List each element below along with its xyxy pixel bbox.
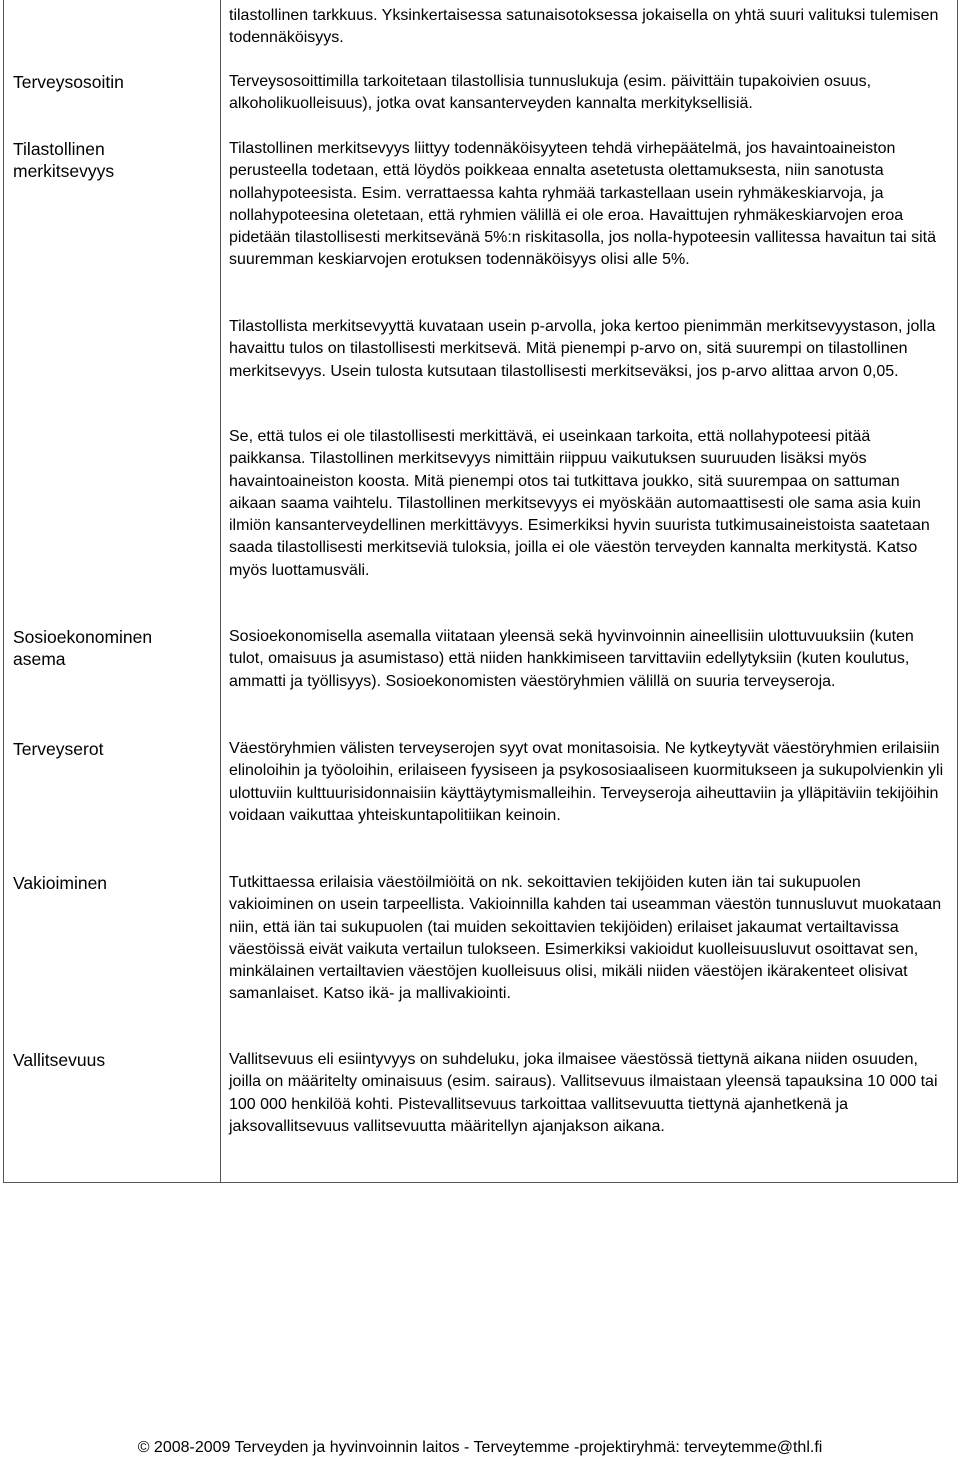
definition-tilastollinen-merkitsevyys-p3 xyxy=(229,426,944,582)
definition-sosioekonominen-asema: Sosioekonomisella asemalla viitataan yleensä sekä hyvinvoinnin aineellisiin ulottuvuuksiin (kuten tulot, omaisuus ja asumistaso) että niiden hankkimiseen tarvittaviin edellytyksiin (kuten koulutus, ammatti ja työllisyys). Sosioekonomisten väestöryhmien välillä on suuria terveyseroja. xyxy=(229,628,914,690)
term-terveyserot: Terveyserot xyxy=(13,739,104,759)
term-tilastollinen-merkitsevyys: Tilastollinen merkitsevyys xyxy=(13,139,115,181)
definition-tilastollinen-merkitsevyys-p2 xyxy=(229,316,944,383)
term-vakioiminen: Vakioiminen xyxy=(13,873,108,893)
paragraph-2: Tilastollista merkitsevyyttä kuvataan usein p-arvolla, joka kertoo pienimmän merkitsevyystason, jolla havaittu tulos on tilastollisesti merkitsevä. Mitä pienempi p-arvo on, sitä suurempi on tilastollinen merkitsevyys. Usein tulosta kutsutaan tilastollisesti merkitseväksi, jos p-arvo alittaa arvon 0,05. xyxy=(229,318,936,380)
paragraph-3: Se, että tulos ei ole tilastollisesti merkittävä, ei useinkaan tarkoita, että nollahypoteesi pitää paikkansa. Tilastollinen merkitsevyys nimittäin riippuu vaikutuksen suuruuden lisäksi myös havaintoaineiston koosta. Mitä pienempi otos tai tutkittava joukko, sitä suurempaa on sattuman aikaan saama vaihtelu. Tilastollinen merkitsevyys ei myöskään automaattisesti ole sama asia kuin ilmiön kansanterveydellinen merkittävyys. Esimerkiksi hyvin suurista tutkimusaineistoista saatetaan saada tilastollisesti merkitseviä tuloksia, joilla ei ole väestön terveyden kannalta merkitystä. Katso myös luottamusväli. xyxy=(229,428,930,579)
definition-vakioiminen: Tutkittaessa erilaisia väestöilmiöitä on nk. sekoittavien tekijöiden kuten iän tai sukupuolen vakioiminen on usein tarpeellista. Vakioinnilla kahden tai useamman väestön tunnusluvut muokataan niin, että iän tai sukupuolen (tai muiden sekoittavien tekijöiden) erilaiset jakaumat vertailtavissa väestöissä eivät vaikuta vertailun tulokseen. Esimerkiksi vakioidut kuolleisuusluvut osoittavat sen, minkälainen vertailtavien väestöjen kuolleisuus olisi, mikäli niiden väestöjen ikärakenteet olisivat samanlaiset. Katso ikä- ja mallivakiointi. xyxy=(229,874,942,1003)
term-terveysosoitin: Terveysosoitin xyxy=(13,72,124,92)
column-divider xyxy=(220,0,221,1182)
definition-tilastollinen-merkitsevyys xyxy=(229,138,944,272)
definition-terveyserot: Väestöryhmien välisten terveyserojen syyt ovat monitasoisia. Ne kytkeytyvät väestöryhmien erilaisiin elinoloihin ja työoloihin, erilaiseen fyysiseen ja psykososiaaliseen kuormitukseen ja sukupolvienkin yli ulottuviin kulttuurisidonnaisiin käyttäytymismalleihin. Terveyseroja aiheuttaviin ja ylläpitäviin tekijöihin voidaan vaikuttaa yhteiskuntapolitiikan keinoin. xyxy=(229,740,944,824)
footer-copyright: © 2008-2009 Terveyden ja hyvinvoinnin laitos - Terveytemme -projektiryhmä: terveytemme@thl.fi xyxy=(137,1439,823,1456)
term-sosioekonominen-asema: Sosioekonominen asema xyxy=(13,627,153,669)
definition-continued: tilastollinen tarkkuus. Yksinkertaisessa satunaisotoksessa jokaisella on yhtä suuri valituksi tulemisen todennäköisyys. xyxy=(229,7,939,47)
paragraph-1: Tilastollinen merkitsevyys liittyy todennäköisyyteen tehdä virhepäätelmä, jos havaintoaineiston perusteella todetaan, että löydös poikkeaa ennalta asetetusta olettamuksesta, niin sanotusta nollahypoteesista. Esim. verrattaessa kahta ryhmää tarkastellaan usein ryhmäkeskiarvoja, ja nollahypoteesina oletetaan, että ryhmien välillä ei ole eroa. Havaittujen ryhmäkeskiarvojen eroa pidetään tilastollisesti merkitsevänä 5%:n riskitasolla, jos nolla-hypoteesin vallitessa havaitun tai sitä suuremman keskiarvojen erotuksen todennäköisyys olisi alle 5%. xyxy=(229,140,937,269)
definition-terveysosoitin: Terveysosoittimilla tarkoitetaan tilastollisia tunnuslukuja (esim. päivittäin tupakoivien osuus, alkoholikuolleisuus), jotka ovat kansanterveyden kannalta merkityksellisiä. xyxy=(229,73,872,113)
definition-vallitsevuus: Vallitsevuus eli esiintyvyys on suhdeluku, joka ilmaisee väestössä tiettynä aikana niiden osuuden, joilla on määritelty ominaisuus (esim. sairaus). Vallitsevuus ilmaistaan yleensä tapauksina 10 000 tai 100 000 henkilöä kohti. Pistevallitsevuus tarkoittaa vallitsevuutta tiettynä ajanhetkenä ja jaksovallitsevuus vallitsevuutta määritellyn ajanjakson aikana. xyxy=(229,1051,938,1135)
term-vallitsevuus: Vallitsevuus xyxy=(13,1050,106,1070)
